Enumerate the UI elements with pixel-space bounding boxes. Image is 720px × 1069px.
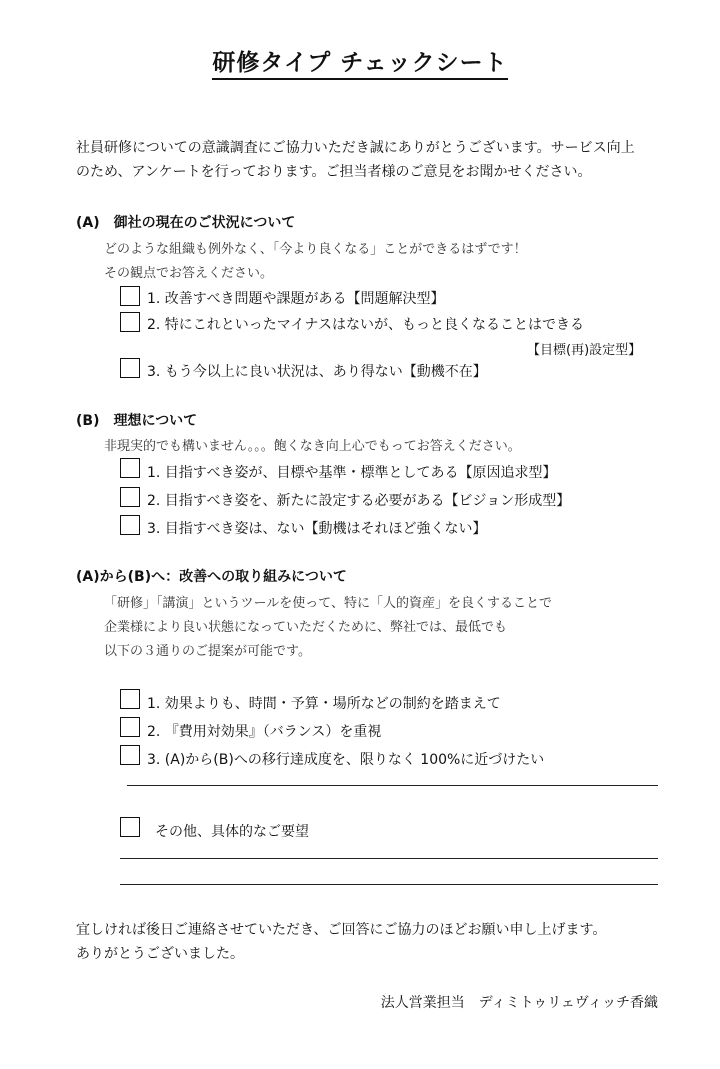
- signature: 法人営業担当 ディミトゥリェヴィッチ香織: [380, 995, 658, 1011]
- option-a3-label: 3. もう今以上に良い状況は、あり得ない【動機不在】: [147, 364, 487, 380]
- intro-line-2: のため、アンケートを行っております。ご担当者様のご意見をお聞かせください。: [76, 164, 592, 180]
- option-b1-label: 1. 目指すべき姿が、目標や基準・標準としてある【原因追求型】: [147, 465, 557, 481]
- intro-line-1: 社員研修についての意識調査にご協力いただき誠にありがとうございます。サービス向上: [76, 140, 635, 156]
- closing-line-1: 宜しければ後日ご連絡させていただき、ご回答にご協力のほどお願い申し上げます。: [76, 922, 607, 938]
- section-a-heading: (A) 御社の現在のご状況について: [76, 215, 296, 231]
- option-b3-label: 3. 目指すべき姿は、ない【動機はそれほど強くない】: [147, 521, 487, 537]
- other-write-line-1[interactable]: [120, 858, 658, 859]
- checkbox-other[interactable]: [120, 817, 140, 837]
- page-title: 研修タイプ チェックシート: [0, 44, 720, 77]
- option-a2-label: 2. 特にこれといったマイナスはないが、もっと良くなることはできる: [147, 317, 584, 333]
- checkbox-a2[interactable]: [120, 312, 140, 332]
- option-c2-label: 2. 『費用対効果』（バランス）を重視: [147, 724, 382, 740]
- option-c3-label: 3. (A)から(B)への移行達成度を、限りなく 100%に近づけたい: [147, 752, 545, 768]
- section-c-heading: (A)から(B)へ：改善への取り組みについて: [76, 569, 347, 585]
- checkbox-b3[interactable]: [120, 515, 140, 535]
- checkbox-b2[interactable]: [120, 487, 140, 507]
- section-a-sub-2: その観点でお答えください。: [104, 266, 274, 281]
- section-b-heading: (B) 理想について: [76, 413, 198, 429]
- section-c-sub-1: 「研修」「講演」というツールを使って、特に「人的資産」を良くすることで: [104, 596, 552, 611]
- section-c-sub-3: 以下の３通りのご提案が可能です。: [104, 644, 311, 659]
- option-a2-tag: 【目標(再)設定型】: [527, 343, 642, 358]
- checkbox-a3[interactable]: [120, 358, 140, 378]
- divider-line: [127, 785, 658, 786]
- other-label: その他、具体的なご要望: [155, 824, 309, 840]
- checkbox-b1[interactable]: [120, 458, 140, 478]
- section-a-sub-1: どのような組織も例外なく、「今より良くなる」ことができるはずです！: [104, 242, 527, 257]
- other-write-line-2[interactable]: [120, 884, 658, 885]
- section-b-sub-1: 非現実的でも構いません。。。飽くなき向上心でもってお答えください。: [104, 439, 521, 454]
- section-c-sub-2: 企業様により良い状態になっていただくために、弊社では、最低でも: [104, 620, 508, 635]
- checkbox-c2[interactable]: [120, 717, 140, 737]
- option-b2-label: 2. 目指すべき姿を、新たに設定する必要がある【ビジョン形成型】: [147, 493, 571, 509]
- checkbox-c3[interactable]: [120, 745, 140, 765]
- checkbox-c1[interactable]: [120, 689, 140, 709]
- checkbox-a1[interactable]: [120, 286, 140, 306]
- option-a1-label: 1. 改善すべき問題や課題がある【問題解決型】: [147, 291, 445, 307]
- closing-line-2: ありがとうございました。: [76, 946, 244, 962]
- option-c1-label: 1. 効果よりも、時間・予算・場所などの制約を踏まえて: [147, 696, 501, 712]
